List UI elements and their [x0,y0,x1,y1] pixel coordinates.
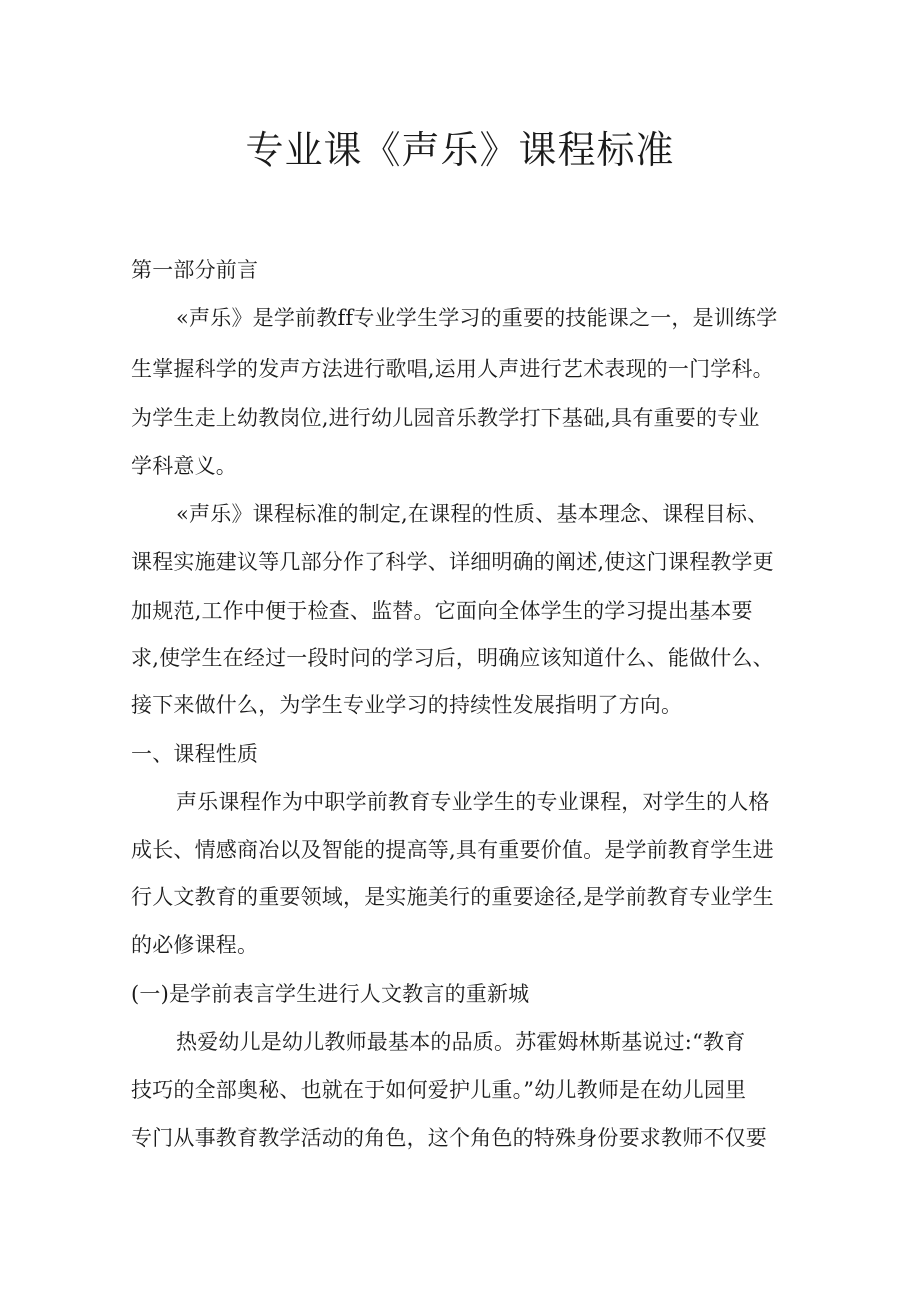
document-title: 专业课《声乐》课程标准 [245,128,675,172]
section-heading-course-nature: 一、课程性质 [131,742,259,766]
paragraph-line: 学科意义。 [131,454,237,478]
paragraph-line: 生掌握科学的发声方法进行歌唱,运用人声进行艺术表现的一门学科。 [131,357,774,381]
paragraph-line: 声乐课程作为中职学前教育专业学生的专业课程，对学生的人格 [176,790,770,814]
paragraph-line: 课程实施建议等几部分作了科学、详细明确的阐述,使这门课程教学更 [131,550,774,574]
paragraph-line: 求,使学生在经过一段时问的学习后，明确应该知道什么、能做什么、 [131,646,774,670]
paragraph-line: 接下来做什么，为学生专业学习的持续性发展指明了方向。 [131,693,683,717]
paragraph-line: 加规范,工作中便于检查、监替。它面向全体学生的学习提出基本要 [131,599,753,623]
paragraph-line: 专门从事教育教学活动的角色，这个角色的特殊身份要求教师不仅要 [131,1126,767,1150]
paragraph-line: 行人文教育的重要领域，是实施美行的重要途径,是学前教育专业学生 [131,885,774,909]
paragraph-line: 技巧的全部奥秘、也就在于如何爱护儿重。”幼儿教师是在幼儿园里 [131,1078,747,1102]
paragraph-line: 成长、情感商冶以及智能的提高等,具有重要价值。是学前教育学生进 [131,838,774,862]
paragraph-line: 的必修课程。 [131,933,259,957]
paragraph-line: «声乐》课程标准的制定,在课程的性质、基本理念、课程目标、 [176,502,769,526]
paragraph-line: «声乐》是学前教ff专业学生学习的重要的技能课之一，是训练学 [176,306,778,330]
subsection-heading: (一)是学前表言学生进行人文教言的重新城 [131,982,530,1006]
section-heading-preface: 第一部分前言 [131,258,259,282]
paragraph-line: 为学生走上幼教岗位,进行幼儿园音乐教学打下基础,具有重要的专业 [131,406,760,430]
paragraph-line: 热爱幼儿是幼儿教师最基本的品质。苏霍姆林斯基说过:“教育 [176,1030,746,1054]
